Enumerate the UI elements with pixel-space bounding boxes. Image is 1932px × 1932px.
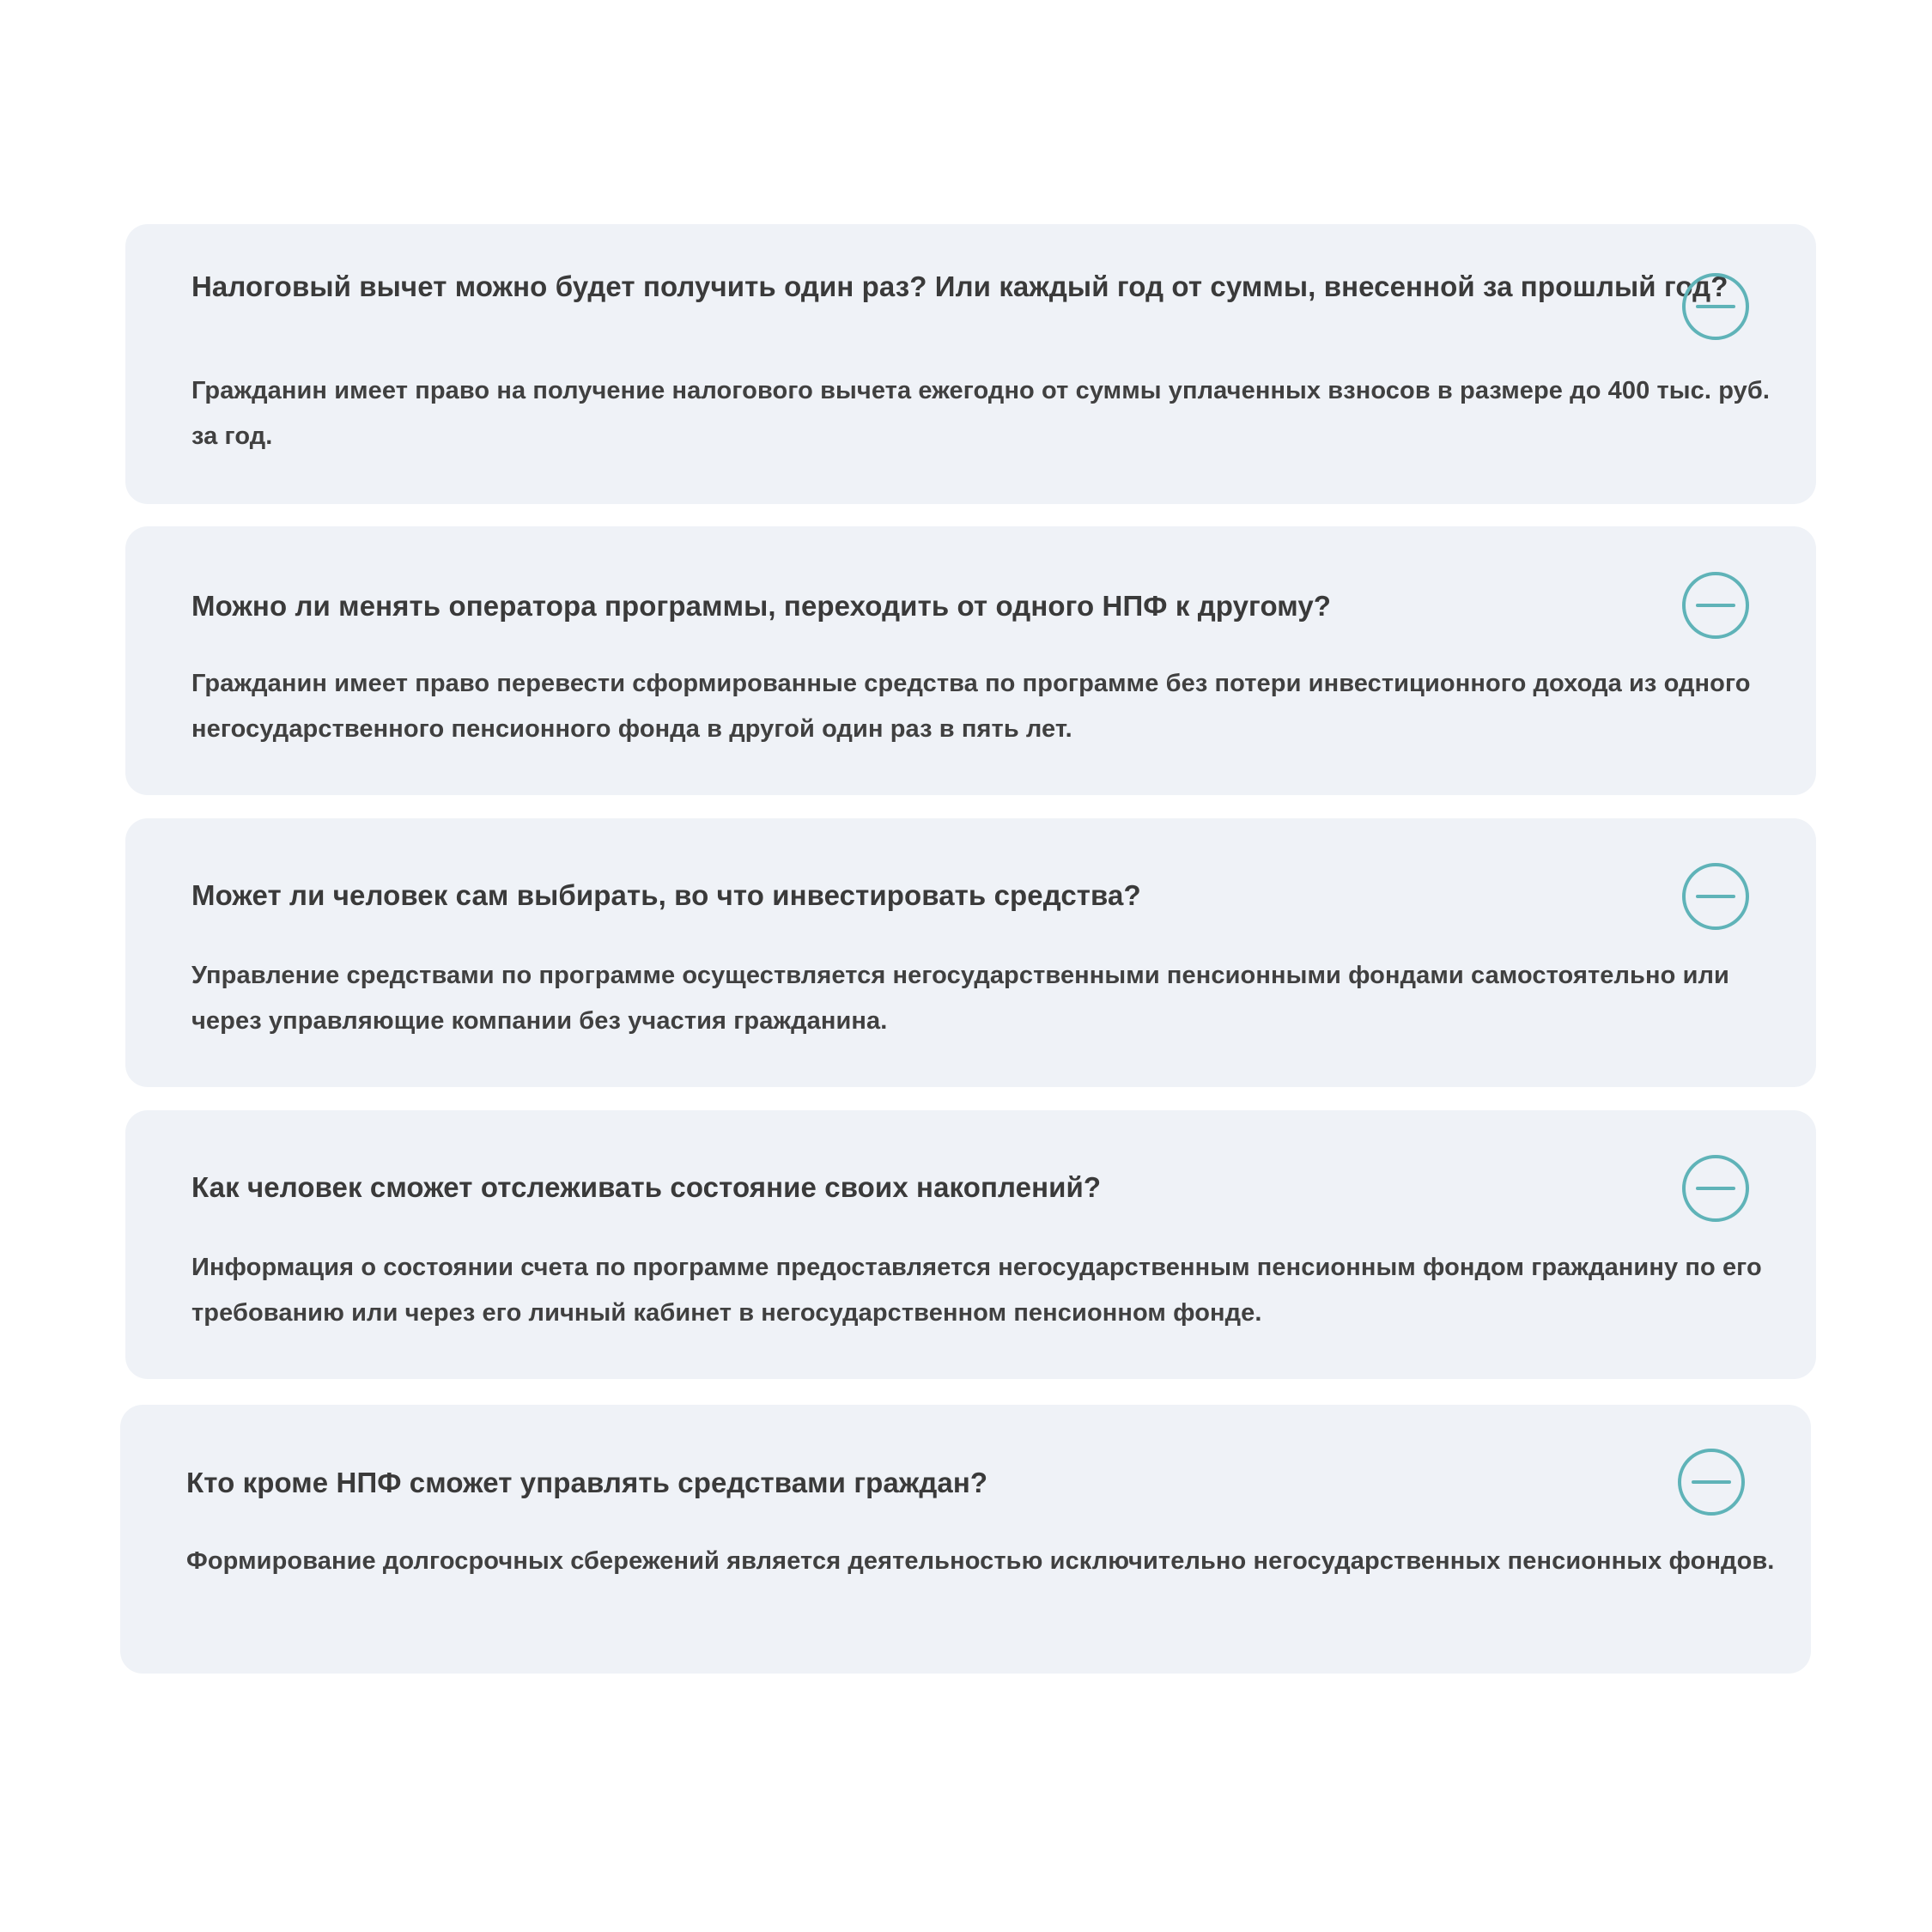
faq-item [125,224,1816,504]
faq-answer: Управление средствами по программе осуществляется негосударственными пенсионными фондами самостоятельно или через управляющие компании без участия гражданина. [191,962,1729,1035]
faq-toggle-button[interactable] [1681,272,1750,341]
faq-answer: Формирование долгосрочных сбережений является деятельностью исключительно негосударственных пенсионных фондов. [186,1547,1775,1575]
faq-item [125,818,1816,1087]
faq-item [120,1405,1811,1674]
minus-circle-icon [1681,1154,1750,1223]
faq-question[interactable]: Налоговый вычет можно будет получить один раз? Или каждый год от суммы, внесенной за прошлый год? [191,270,1728,302]
faq-question[interactable]: Можно ли менять оператора программы, переходить от одного НПФ к другому? [191,590,1332,622]
faq-item [125,526,1816,795]
faq-item [125,1110,1816,1379]
faq-answer: Гражданин имеет право на получение налогового вычета ежегодно от суммы уплаченных взносов в размере до 400 тыс. руб. за год. [191,377,1771,450]
faq-answer: Гражданин имеет право перевести сформированные средства по программе без потери инвестиционного дохода из одного негосударственного пенсионного фонда в другой один раз в пять лет. [191,670,1751,743]
minus-circle-icon [1681,571,1750,640]
faq-answer: Информация о состоянии счета по программе предоставляется негосударственным пенсионным фондом гражданину по его требованию или через его личный кабинет в негосударственном пенсионном фонде. [191,1254,1762,1327]
minus-circle-icon [1681,272,1750,341]
minus-circle-icon [1677,1448,1746,1516]
faq-toggle-button[interactable] [1681,1154,1750,1223]
faq-toggle-button[interactable] [1677,1448,1746,1516]
faq-question[interactable]: Кто кроме НПФ сможет управлять средствами граждан? [186,1467,988,1498]
faq-toggle-button[interactable] [1681,862,1750,931]
minus-circle-icon [1681,862,1750,931]
faq-question[interactable]: Может ли человек сам выбирать, во что инвестировать средства? [191,879,1141,911]
faq-question[interactable]: Как человек сможет отслеживать состояние своих накоплений? [191,1171,1102,1203]
faq-toggle-button[interactable] [1681,571,1750,640]
